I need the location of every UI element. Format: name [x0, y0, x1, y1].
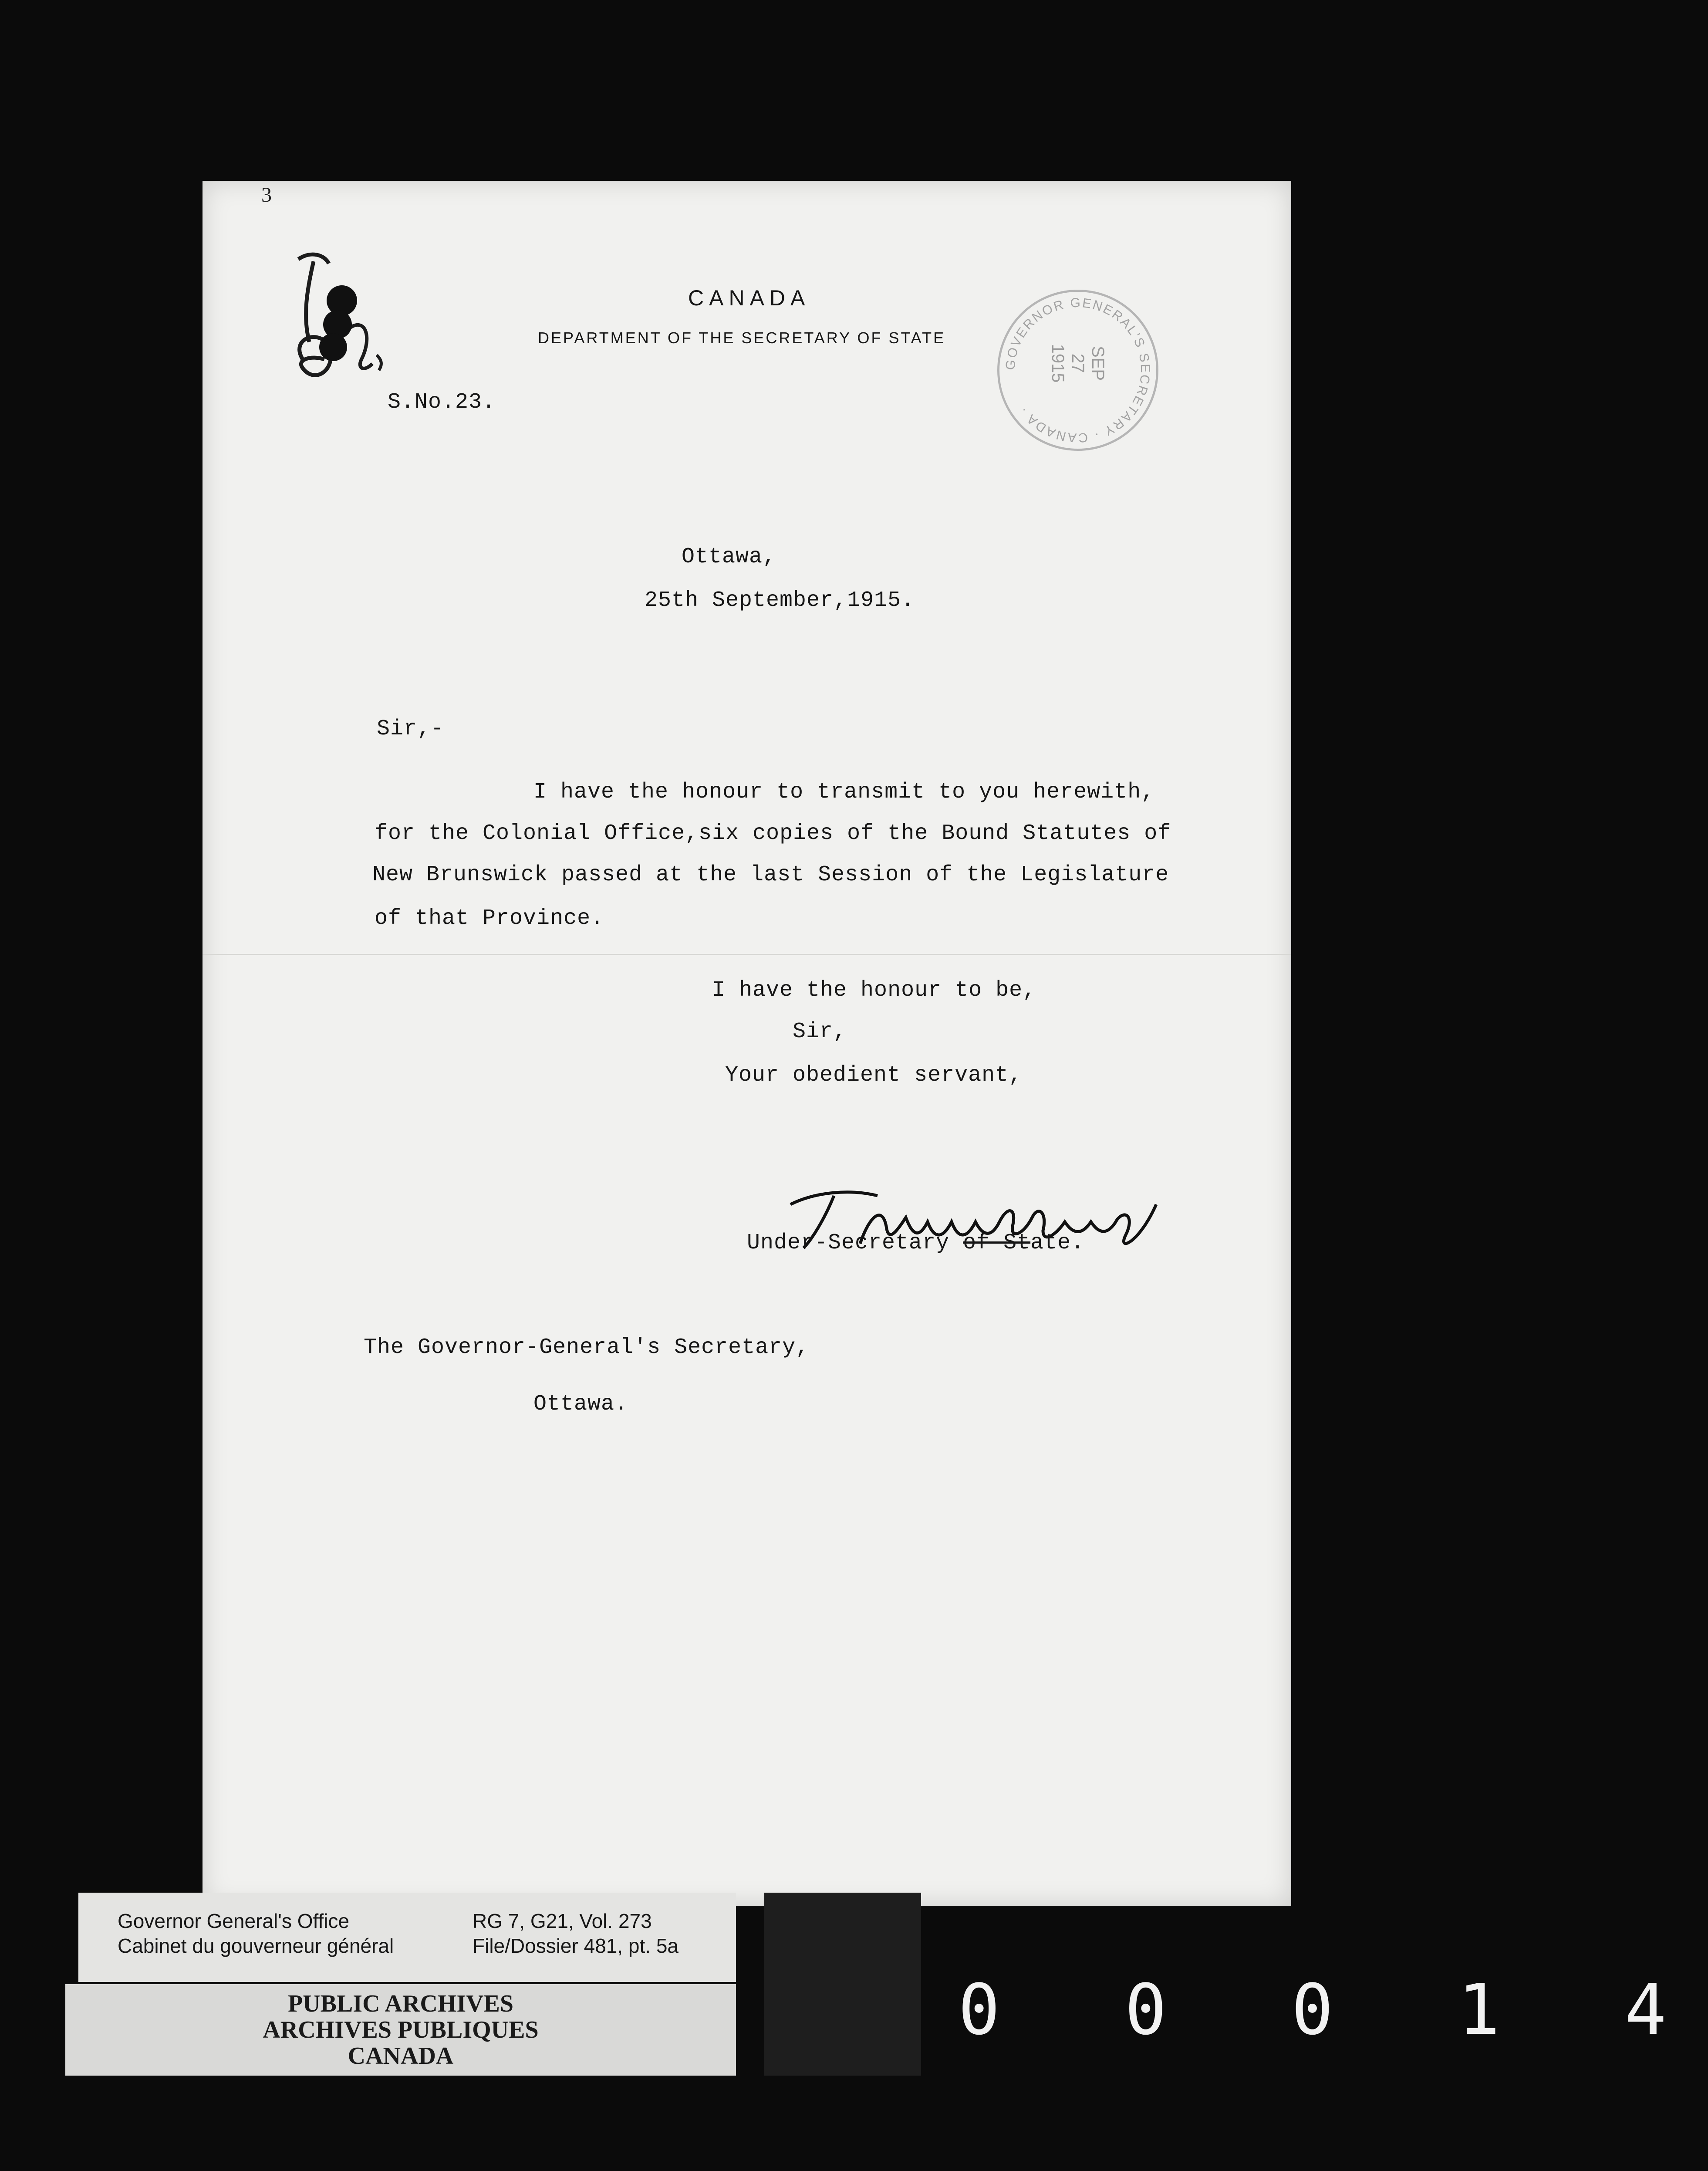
signatory-title: Under-Secretary of State.	[747, 1231, 1085, 1255]
stamp-day: 27	[1068, 353, 1087, 373]
label-shadow-block	[764, 1893, 921, 2076]
addressee-line-1: The Governor-General's Secretary,	[364, 1335, 810, 1360]
closing-line-2: Sir,	[793, 1019, 847, 1044]
file-ref: File/Dossier 481, pt. 5a	[473, 1934, 679, 1957]
letterhead-country: CANADA	[688, 286, 810, 310]
date-line: 25th September,1915.	[645, 588, 915, 613]
body-line-4: of that Province.	[375, 906, 604, 931]
closing-line-1: I have the honour to be,	[712, 978, 1036, 1003]
received-date-stamp	[997, 290, 1158, 451]
archives-name-en: PUBLIC ARCHIVES	[287, 1990, 514, 2017]
closing-line-3: Your obedient servant,	[725, 1063, 1023, 1088]
body-line-2: for the Colonial Office,six copies of the Bound Statutes of	[375, 821, 1171, 846]
page-number-mark: 3	[261, 183, 272, 206]
archives-name-label	[65, 1984, 736, 2076]
reference-number: S.No.23.	[388, 390, 496, 415]
stamp-year: 1915	[1048, 344, 1067, 383]
microfilm-frame-counter: 0 0 0 1 4	[958, 1969, 1708, 2050]
record-group-ref: RG 7, G21, Vol. 273	[473, 1910, 652, 1932]
office-name-fr: Cabinet du gouverneur général	[118, 1934, 394, 1957]
svg-text:GOVERNOR GENERAL'S SECRETARY ·: GOVERNOR GENERAL'S SECRETARY · CANADA ·	[1003, 295, 1153, 445]
body-line-3: New Brunswick passed at the last Session of the Legislature	[372, 862, 1169, 887]
office-name-en: Governor General's Office	[118, 1910, 350, 1932]
letterhead-department: DEPARTMENT OF THE SECRETARY OF STATE	[538, 329, 946, 347]
archives-country: CANADA	[348, 2042, 454, 2070]
archives-name-fr: ARCHIVES PUBLIQUES	[263, 2016, 539, 2043]
stamp-month: SEP	[1088, 345, 1107, 381]
handwritten-marks	[272, 229, 412, 412]
stamp-date	[1048, 328, 1108, 398]
archive-reference-label	[78, 1893, 736, 1982]
place-line: Ottawa,	[682, 544, 776, 569]
addressee-line-2: Ottawa.	[533, 1392, 628, 1417]
body-line-1: I have the honour to transmit to you herewith,	[533, 780, 1155, 805]
page-fold-line	[203, 954, 1291, 955]
salutation: Sir,-	[377, 717, 445, 741]
letter-page	[203, 181, 1291, 1906]
